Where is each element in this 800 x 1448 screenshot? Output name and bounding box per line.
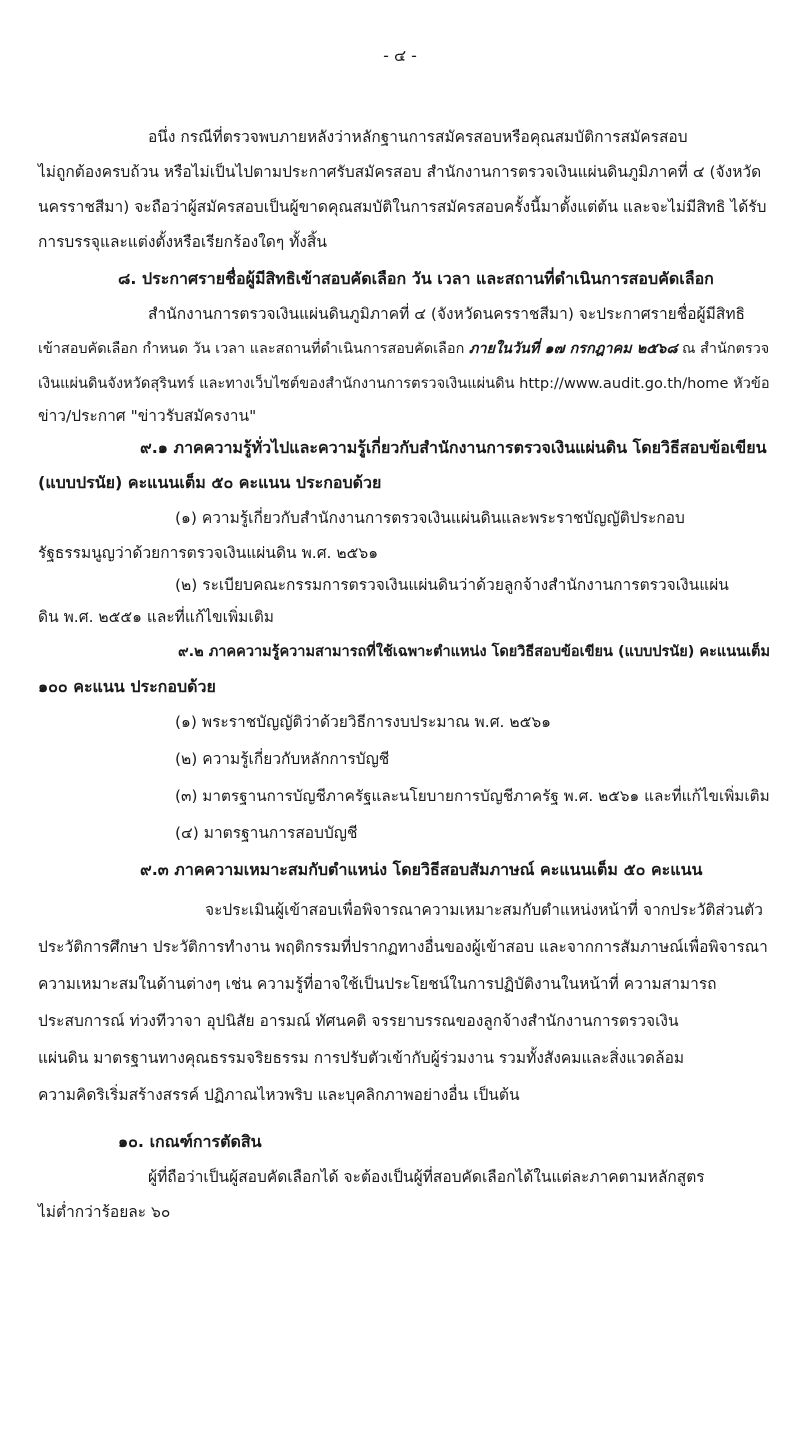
section92-heading-2: ๑๐๐ คะแนน ประกอบด้วย bbox=[38, 677, 216, 696]
section93-line-1: จะประเมินผู้เข้าสอบเพื่อพิจารณาความเหมาะสมกับตำแหน่งหน้าที่ จากประวัติส่วนตัว bbox=[205, 901, 763, 919]
section91-item-1-line-1: (๑) ความรู้เกี่ยวกับสำนักงานการตรวจเงินแผ่นดินและพระราชบัญญัติประกอบ bbox=[175, 509, 685, 527]
section8-line-2: เข้าสอบคัดเลือก กำหนด วัน เวลา และสถานที่ดำเนินการสอบคัดเลือก ภายในวันที่ ๑๗ กรกฎาคม ๒๕๖๘ ณ สำนักตรวจ bbox=[38, 341, 770, 357]
section93-line-5: แผ่นดิน มาตรฐานทางคุณธรรมจริยธรรม การปรับตัวเข้ากับผู้ร่วมงาน รวมทั้งสังคมและสิ่งแวดล้อม bbox=[38, 1049, 685, 1067]
section10-line-1: ผู้ที่ถือว่าเป็นผู้สอบคัดเลือกได้ จะต้องเป็นผู้ที่สอบคัดเลือกได้ในแต่ละภาคตามหลักสูตร bbox=[148, 1168, 705, 1186]
section92-item-2: (๒) ความรู้เกี่ยวกับหลักการบัญชี bbox=[175, 750, 390, 768]
para1-line-3: นครราชสีมา) จะถือว่าผู้สมัครสอบเป็นผู้ขาดคุณสมบัติในการสมัครสอบครั้งนี้มาตั้งแต่ต้น และจะไม่มีสิทธิ ได้รับ bbox=[38, 198, 767, 216]
section92-item-1: (๑) พระราชบัญญัติว่าด้วยวิธีการงบประมาณ พ.ศ. ๒๕๖๑ bbox=[175, 713, 552, 731]
section93-line-3: ความเหมาะสมในด้านต่างๆ เช่น ความรู้ที่อาจใช้เป็นประโยชน์ในการปฏิบัติงานในหน้าที่ ความสามารถ bbox=[38, 975, 717, 993]
section91-heading-2: (แบบปรนัย) คะแนนเต็ม ๕๐ คะแนน ประกอบด้วย bbox=[38, 473, 382, 492]
section91-item-2-line-1: (๒) ระเบียบคณะกรรมการตรวจเงินแผ่นดินว่าด้วยลูกจ้างสำนักงานการตรวจเงินแผ่น bbox=[175, 576, 729, 594]
section93-line-2: ประวัติการศึกษา ประวัติการทำงาน พฤติกรรมที่ปรากฏทางอื่นของผู้เข้าสอบ และจากการสัมภาษณ์เพื่อพิจารณา bbox=[38, 938, 768, 956]
section92-item-4: (๔) มาตรฐานการสอบบัญชี bbox=[175, 824, 358, 842]
section93-heading: ๙.๓ ภาคความเหมาะสมกับตำแหน่ง โดยวิธีสอบสัมภาษณ์ คะแนนเต็ม ๕๐ คะแนน bbox=[140, 860, 703, 879]
section93-line-4: ประสบการณ์ ท่วงทีวาจา อุปนิสัย อารมณ์ ทัศนคติ จรรยาบรรณของลูกจ้างสำนักงานการตรวจเงิน bbox=[38, 1012, 679, 1030]
section92-item-3: (๓) มาตรฐานการบัญชีภาครัฐและนโยบายการบัญชีภาครัฐ พ.ศ. ๒๕๖๑ และที่แก้ไขเพิ่มเติม bbox=[175, 787, 770, 805]
announcement-date: ภายในวันที่ ๑๗ กรกฎาคม ๒๕๖๘ bbox=[468, 341, 678, 357]
section92-heading-1: ๙.๒ ภาคความรู้ความสามารถที่ใช้เฉพาะตำแหน่ง โดยวิธีสอบข้อเขียน (แบบปรนัย) คะแนนเต็ม bbox=[178, 644, 771, 660]
section8-heading: ๘. ประกาศรายชื่อผู้มีสิทธิเข้าสอบคัดเลือก วัน เวลา และสถานที่ดำเนินการสอบคัดเลือก bbox=[118, 269, 714, 288]
page-number: - ๔ - bbox=[383, 46, 417, 65]
section8-line-1: สำนักงานการตรวจเงินแผ่นดินภูมิภาคที่ ๔ (จังหวัดนครราชสีมา) จะประกาศรายชื่อผู้มีสิทธิ bbox=[148, 305, 745, 323]
section91-item-2-line-2: ดิน พ.ศ. ๒๕๕๑ และที่แก้ไขเพิ่มเติม bbox=[38, 608, 274, 626]
section10-heading: ๑๐. เกณฑ์การตัดสิน bbox=[118, 1132, 262, 1151]
section93-line-6: ความคิดริเริ่มสร้างสรรค์ ปฏิภาณไหวพริบ และบุคลิกภาพอย่างอื่น เป็นต้น bbox=[38, 1086, 520, 1104]
section91-item-1-line-2: รัฐธรรมนูญว่าด้วยการตรวจเงินแผ่นดิน พ.ศ. ๒๕๖๑ bbox=[38, 544, 379, 562]
section8-line-4: ข่าว/ประกาศ "ข่าวรับสมัครงาน" bbox=[38, 407, 257, 425]
para1-line-4: การบรรจุและแต่งตั้งหรือเรียกร้องใดๆ ทั้งสิ้น bbox=[38, 233, 327, 251]
section10-line-2: ไม่ต่ำกว่าร้อยละ ๖๐ bbox=[38, 1203, 171, 1221]
section91-heading-1: ๙.๑ ภาคความรู้ทั่วไปและความรู้เกี่ยวกับสำนักงานการตรวจเงินแผ่นดิน โดยวิธีสอบข้อเขียน bbox=[140, 438, 767, 457]
para1-line-1: อนึ่ง กรณีที่ตรวจพบภายหลังว่าหลักฐานการสมัครสอบหรือคุณสมบัติการสมัครสอบ bbox=[148, 128, 688, 146]
para1-line-2: ไม่ถูกต้องครบถ้วน หรือไม่เป็นไปตามประกาศรับสมัครสอบ สำนักงานการตรวจเงินแผ่นดินภูมิภาคที่ ๔ (จังหวัด bbox=[38, 163, 762, 181]
section8-line-3: เงินแผ่นดินจังหวัดสุรินทร์ และทางเว็บไซต์ของสำนักงานการตรวจเงินแผ่นดิน http://www.audit.go.th/home หัวข้อ bbox=[38, 375, 770, 392]
